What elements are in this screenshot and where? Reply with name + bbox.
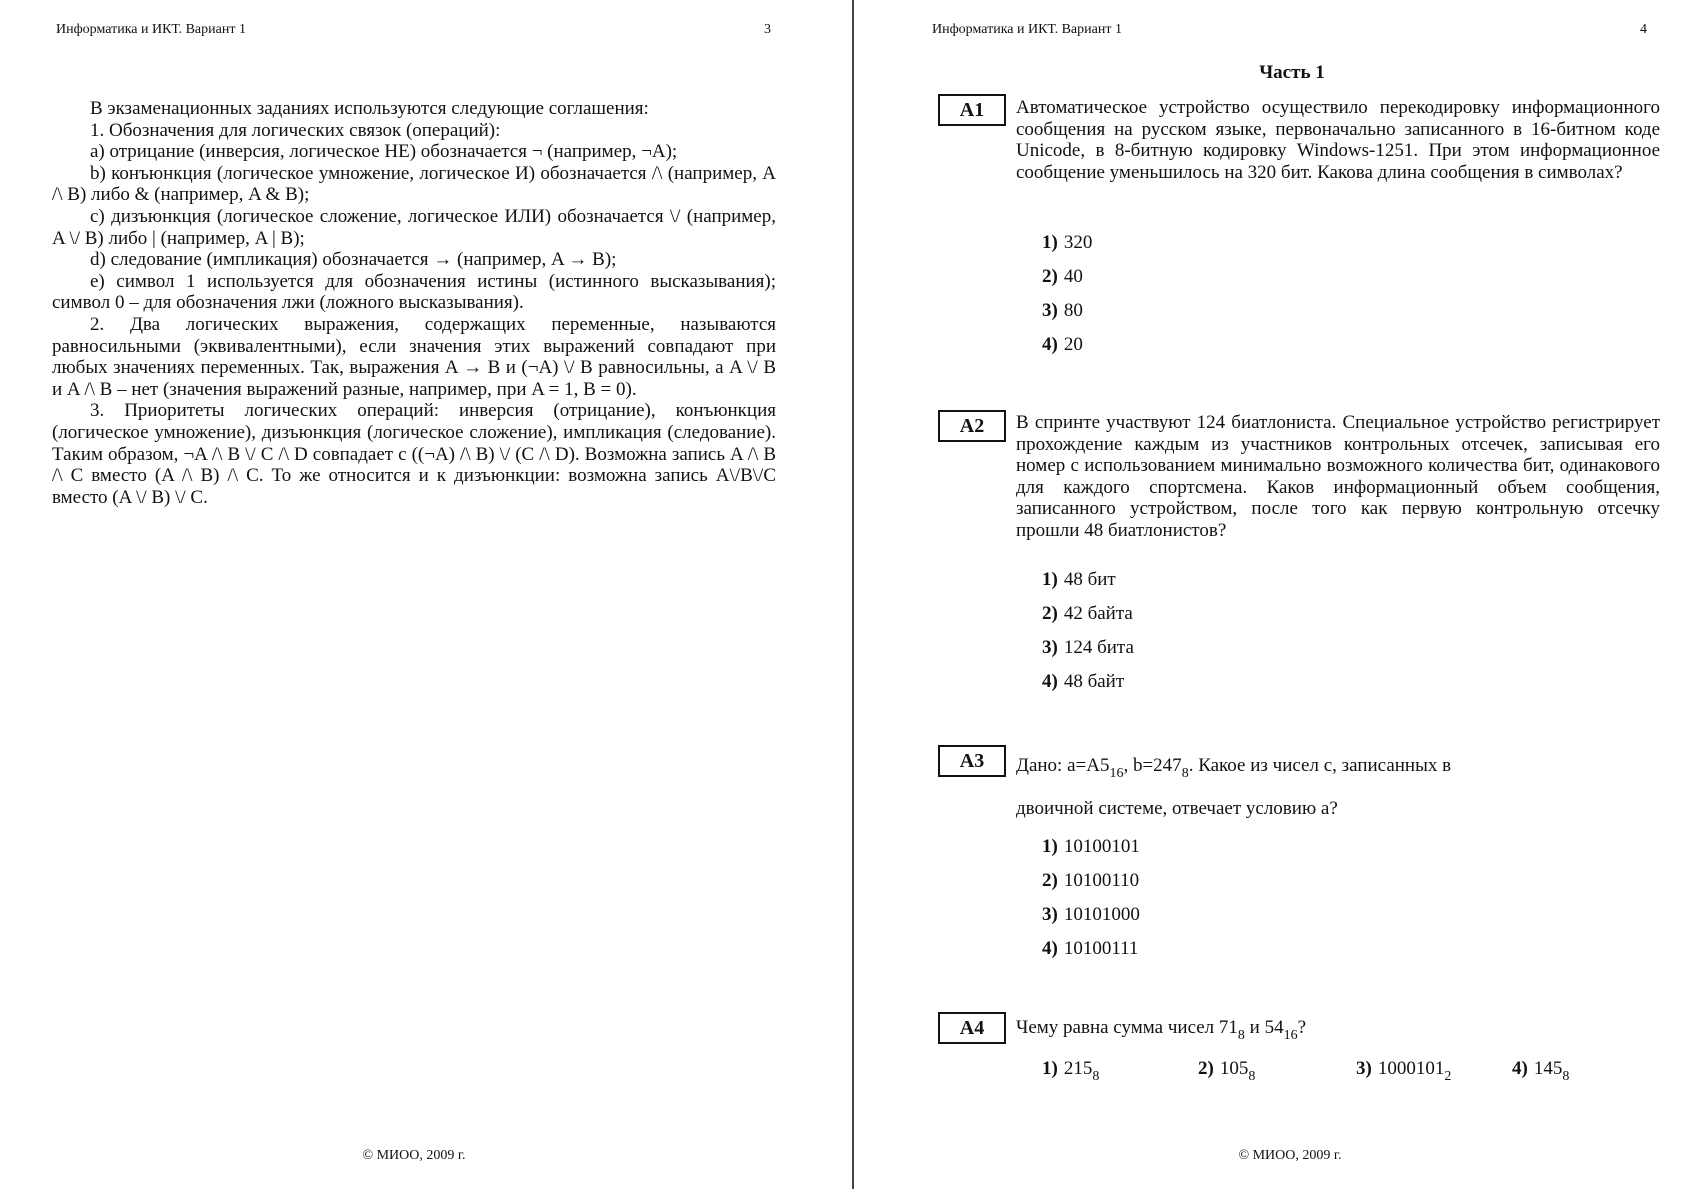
option-text: 10100110 bbox=[1063, 870, 1140, 891]
conventions-item: d) следование (импликация) обозначается → (например, A → B); bbox=[90, 249, 617, 271]
option[interactable] bbox=[1042, 226, 1092, 260]
option-text: 105 bbox=[1219, 1058, 1249, 1079]
page-number: 4 bbox=[1640, 22, 1647, 37]
conventions-intro: В экзаменационных заданиях используются следующие соглашения: bbox=[90, 98, 649, 119]
part-title: Часть 1 bbox=[1259, 62, 1325, 83]
a4-subscript: 8 bbox=[1237, 1028, 1245, 1043]
header-title: Информатика и ИКТ. Вариант 1 bbox=[56, 22, 246, 37]
conventions-item: 1. Обозначения для логических связок (операций): bbox=[90, 119, 501, 141]
option[interactable] bbox=[1042, 932, 1140, 966]
option-number: 1) bbox=[1042, 1058, 1058, 1079]
options-a3 bbox=[1042, 830, 1140, 966]
option-text: 42 байта bbox=[1063, 603, 1133, 624]
option-subscript: 8 bbox=[1092, 1069, 1100, 1084]
option-number: 4) bbox=[1512, 1058, 1528, 1079]
option[interactable] bbox=[1198, 1052, 1255, 1086]
a4-subscript: 16 bbox=[1283, 1028, 1298, 1043]
option-subscript: 8 bbox=[1562, 1069, 1570, 1084]
conventions-item: b) конъюнкция (логическое умножение, логическое И) обозначается /\ (например, A /\ B) либо & (например, A & B); bbox=[52, 162, 776, 206]
a3-text-part: Дано: a=A5 bbox=[1016, 755, 1110, 776]
option-text: 48 байт bbox=[1063, 671, 1125, 692]
option-number: 4) bbox=[1042, 334, 1058, 355]
option[interactable] bbox=[1042, 563, 1134, 597]
right-page bbox=[854, 0, 1702, 1189]
option-number: 2) bbox=[1042, 870, 1058, 891]
option-text: 1000101 bbox=[1377, 1058, 1445, 1079]
option-text: 10101000 bbox=[1063, 904, 1140, 925]
a4-text-part: ? bbox=[1297, 1017, 1307, 1038]
option-number: 3) bbox=[1042, 637, 1058, 658]
a3-text-part: , b=247 bbox=[1123, 755, 1182, 776]
option-text: 10100111 bbox=[1063, 938, 1139, 959]
option[interactable] bbox=[1512, 1052, 1569, 1086]
option[interactable] bbox=[1042, 260, 1092, 294]
task-label-a4: A4 bbox=[938, 1012, 1006, 1044]
option[interactable] bbox=[1042, 665, 1134, 699]
a4-text-part: и 54 bbox=[1244, 1017, 1284, 1038]
option-text: 320 bbox=[1063, 232, 1093, 253]
option[interactable] bbox=[1042, 328, 1092, 362]
option-number: 3) bbox=[1042, 300, 1058, 321]
option-subscript: 8 bbox=[1248, 1069, 1256, 1084]
header-title: Информатика и ИКТ. Вариант 1 bbox=[932, 22, 1122, 37]
a3-text-part: . Какое из чисел c, записанных в bbox=[1188, 755, 1452, 776]
option[interactable] bbox=[1042, 294, 1092, 328]
option-number: 1) bbox=[1042, 836, 1058, 857]
option-text: 48 бит bbox=[1063, 569, 1116, 590]
task-label-a3: A3 bbox=[938, 745, 1006, 777]
a3-subscript: 16 bbox=[1109, 766, 1124, 781]
conventions-item: e) символ 1 используется для обозначения истины (истинного высказывания); символ 0 – для обозначения лжи (ложного высказывания). bbox=[52, 270, 776, 314]
option-number: 3) bbox=[1042, 904, 1058, 925]
a4-text-part: Чему равна сумма чисел 71 bbox=[1016, 1017, 1238, 1038]
option-text: 145 bbox=[1533, 1058, 1563, 1079]
task-text-a4 bbox=[1016, 1016, 1660, 1043]
option-number: 4) bbox=[1042, 671, 1058, 692]
option-text: 124 бита bbox=[1063, 637, 1134, 658]
option-number: 2) bbox=[1042, 603, 1058, 624]
task-text-a3 bbox=[1016, 754, 1660, 781]
option[interactable] bbox=[1042, 631, 1134, 665]
option[interactable] bbox=[1356, 1052, 1451, 1086]
option-number: 1) bbox=[1042, 232, 1058, 253]
page-number: 3 bbox=[764, 22, 771, 37]
conventions-item: 2. Два логических выражения, содержащих переменные, называются равносильными (эквивалентными), если значения этих выражений совпадают при любых значениях переменных. Так, выражения A → B и (¬A) \/ B равносильны, а A \/ B и A /\ B – нет (значения выражений разные, например, при A = 1, B = 0). bbox=[52, 313, 776, 400]
conventions-item: c) дизъюнкция (логическое сложение, логическое ИЛИ) обозначается \/ (например, A \/ B) либо | (например, A | B); bbox=[52, 205, 776, 249]
footer-copyright: © МИОО, 2009 г. bbox=[362, 1148, 466, 1163]
footer-copyright: © МИОО, 2009 г. bbox=[1238, 1148, 1342, 1163]
option-text: 20 bbox=[1063, 334, 1083, 355]
option-subscript: 2 bbox=[1444, 1069, 1452, 1084]
task-label-a2: A2 bbox=[938, 410, 1006, 442]
a3-subscript: 8 bbox=[1181, 766, 1189, 781]
task-text-a3-line2: двоичной системе, отвечает условию a? bbox=[1016, 798, 1338, 819]
task-text-a2: В спринте участвуют 124 биатлониста. Специальное устройство регистрирует прохождение каждым из участников контрольных отсечек, записывая его номер с использованием минимально возможного количества бит, одинакового для каждого спортсмена. Каков информационный объем сообщения, записанного устройством, после того как первую контрольную отсечку прошли 48 биатлонистов? bbox=[1016, 412, 1660, 541]
option[interactable] bbox=[1042, 597, 1134, 631]
option-number: 2) bbox=[1042, 266, 1058, 287]
option-text: 10100101 bbox=[1063, 836, 1140, 857]
option-number: 1) bbox=[1042, 569, 1058, 590]
conventions-item: 3. Приоритеты логических операций: инверсия (отрицание), конъюнкция (логическое умножение), дизъюнкция (логическое сложение), импликация (следование). Таким образом, ¬A /\ B \/ C /\ D совпадает с ((¬A) /\ B) \/ (C /\ D). Возможна запись A /\ B /\ C вместо (A /\ B) /\ C. То же относится и к дизъюнкции: возможна запись A\/B\/C вместо (A \/ B) \/ C. bbox=[52, 400, 776, 508]
conventions-text bbox=[52, 98, 776, 508]
task-label-a1: A1 bbox=[938, 94, 1006, 126]
option-text: 215 bbox=[1063, 1058, 1093, 1079]
task-text-a1: Автоматическое устройство осуществило перекодировку информационного сообщения на русском языке, первоначально записанного в 16-битном коде Unicode, в 8-битную кодировку Windows-1251. При этом информационное сообщение уменьшилось на 320 бит. Какова длина сообщения в символах? bbox=[1016, 97, 1660, 183]
option-text: 80 bbox=[1063, 300, 1083, 321]
option[interactable] bbox=[1042, 898, 1140, 932]
option-number: 3) bbox=[1356, 1058, 1372, 1079]
option-number: 2) bbox=[1198, 1058, 1214, 1079]
conventions-item: a) отрицание (инверсия, логическое НЕ) обозначается ¬ (например, ¬A); bbox=[90, 141, 678, 163]
option[interactable] bbox=[1042, 830, 1140, 864]
options-a1 bbox=[1042, 226, 1092, 362]
options-a2 bbox=[1042, 563, 1134, 699]
option[interactable] bbox=[1042, 1052, 1099, 1086]
option-number: 4) bbox=[1042, 938, 1058, 959]
option-text: 40 bbox=[1063, 266, 1083, 287]
option[interactable] bbox=[1042, 864, 1140, 898]
